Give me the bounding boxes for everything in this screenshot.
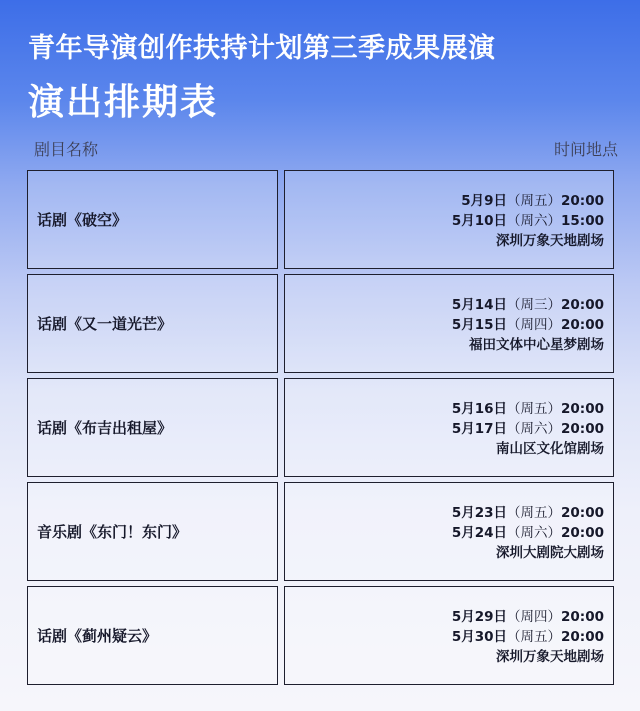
time: 20:00 (561, 504, 604, 521)
date: 5月15日 (451, 316, 508, 333)
date: 5月9日 (461, 192, 508, 209)
venue: 深圳万象天地剧场 (496, 648, 604, 665)
time: 20:00 (561, 420, 604, 437)
performance-date (452, 295, 604, 315)
date: 5月14日 (451, 296, 508, 313)
schedule-row (27, 170, 614, 269)
date: 5月16日 (451, 400, 508, 417)
performance-date (461, 191, 604, 211)
show-time-venue (284, 482, 614, 581)
schedule-row (27, 482, 614, 581)
weekday: （周六） (507, 212, 562, 229)
show-title: 话剧《蓟州疑云》 (27, 586, 278, 685)
weekday: （周五） (507, 504, 562, 521)
weekday: （周三） (507, 296, 562, 313)
venue: 深圳大剧院大剧场 (496, 544, 604, 561)
schedule-row (27, 274, 614, 373)
weekday: （周六） (507, 420, 562, 437)
show-title: 话剧《布吉出租屋》 (27, 378, 278, 477)
page-subtitle: 演出排期表 (28, 82, 219, 123)
show-time-venue (284, 586, 614, 685)
weekday: （周五） (507, 628, 562, 645)
column-header-time-venue: 时间地点 (553, 140, 618, 159)
performance-date (452, 211, 604, 231)
schedule-row (27, 586, 614, 685)
venue: 深圳万象天地剧场 (496, 232, 604, 249)
performance-date (452, 419, 604, 439)
time: 15:00 (561, 212, 604, 229)
weekday: （周四） (507, 608, 562, 625)
performance-date (452, 315, 604, 335)
weekday: （周六） (507, 524, 562, 541)
time: 20:00 (561, 400, 604, 417)
weekday: （周五） (507, 192, 562, 209)
weekday: （周四） (507, 316, 562, 333)
show-title: 话剧《破空》 (27, 170, 278, 269)
date: 5月10日 (451, 212, 508, 229)
column-header-name: 剧目名称 (34, 140, 99, 159)
date: 5月24日 (451, 524, 508, 541)
date: 5月29日 (451, 608, 508, 625)
time: 20:00 (561, 524, 604, 541)
show-time-venue (284, 170, 614, 269)
show-time-venue (284, 378, 614, 477)
performance-date (452, 607, 604, 627)
time: 20:00 (561, 192, 604, 209)
weekday: （周五） (507, 400, 562, 417)
time: 20:00 (561, 316, 604, 333)
performance-date (452, 399, 604, 419)
performance-date (452, 627, 604, 647)
date: 5月17日 (451, 420, 508, 437)
date: 5月23日 (451, 504, 508, 521)
date: 5月30日 (451, 628, 508, 645)
time: 20:00 (561, 628, 604, 645)
page-title: 青年导演创作扶持计划第三季成果展演 (28, 33, 496, 64)
show-title: 音乐剧《东门！东门》 (27, 482, 278, 581)
performance-date (452, 503, 604, 523)
venue: 福田文体中心星梦剧场 (469, 336, 604, 353)
show-title: 话剧《又一道光芒》 (27, 274, 278, 373)
time: 20:00 (561, 608, 604, 625)
performance-date (452, 523, 604, 543)
venue: 南山区文化馆剧场 (496, 440, 604, 457)
schedule-row (27, 378, 614, 477)
show-time-venue (284, 274, 614, 373)
time: 20:00 (561, 296, 604, 313)
schedule-table (27, 170, 614, 690)
